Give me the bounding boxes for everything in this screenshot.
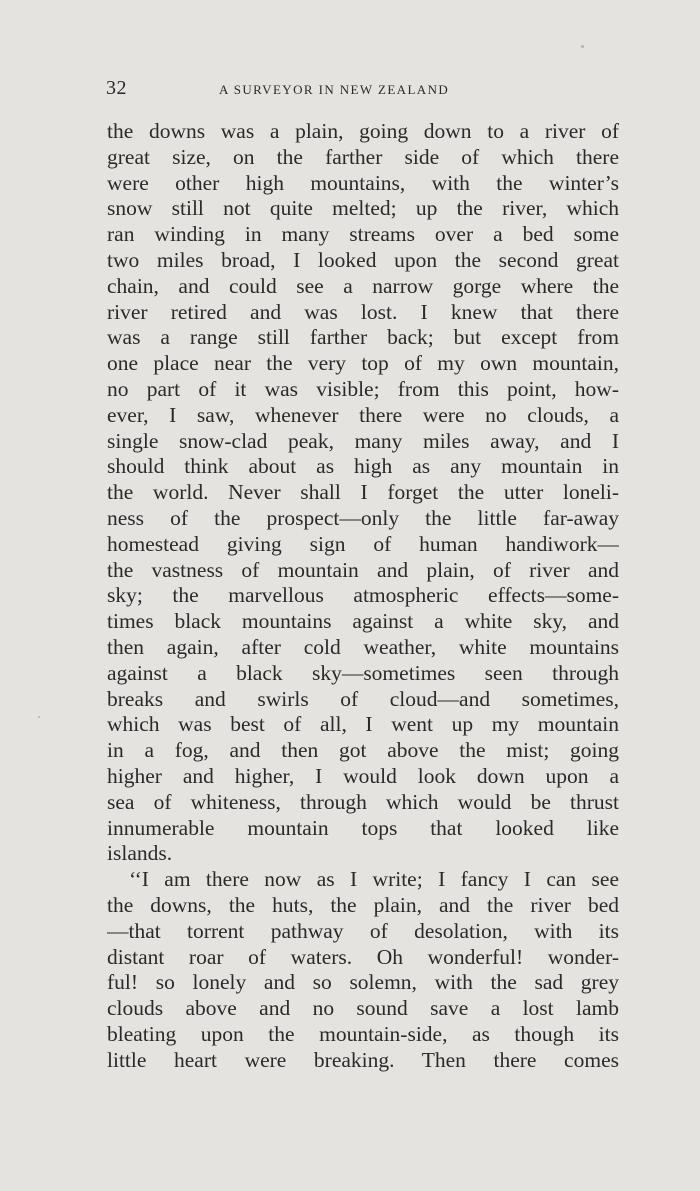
text-line: snow still not quite melted; up the river, which	[107, 196, 619, 221]
text-line: ever, I saw, whenever there were no clouds, a	[107, 402, 619, 427]
text-line: the downs, the huts, the plain, and the river bed	[107, 892, 619, 917]
text-line: innumerable mountain tops that looked like	[107, 815, 619, 840]
text-line: was a range still farther back; but except from	[107, 325, 619, 350]
text-line: breaks and swirls of cloud—and sometimes,	[107, 686, 619, 711]
text-line: bleating upon the mountain-side, as though its	[107, 1021, 619, 1046]
text-line: one place near the very top of my own mountain,	[107, 351, 619, 376]
text-line: —that torrent pathway of desolation, with its	[107, 918, 619, 943]
text-line: no part of it was visible; from this point, how-	[107, 376, 619, 401]
text-line: sky; the marvellous atmospheric effects—some-	[107, 583, 619, 608]
text-line: were other high mountains, with the winter’s	[107, 170, 619, 195]
text-line: then again, after cold weather, white mountains	[107, 634, 619, 659]
text-line: which was best of all, I went up my mountain	[107, 712, 619, 737]
paper-speck	[38, 716, 40, 718]
text-line: times black mountains against a white sky, and	[107, 609, 619, 634]
text-line: the downs was a plain, going down to a river of	[107, 119, 619, 143]
text-line: river retired and was lost. I knew that there	[107, 299, 619, 324]
page-number: 32	[106, 77, 127, 99]
text-line: the vastness of mountain and plain, of river and	[107, 557, 619, 582]
text-line: against a black sky—sometimes seen through	[107, 660, 619, 685]
text-line: ‘‘I am there now as I write; I fancy I can see	[129, 867, 619, 892]
text-line: higher and higher, I would look down upon a	[107, 763, 619, 788]
body-text	[107, 119, 619, 1073]
text-line: two miles broad, I looked upon the second great	[107, 247, 619, 272]
text-line: should think about as high as any mountain in	[107, 454, 619, 479]
text-line: islands.	[107, 841, 173, 866]
text-line: ness of the prospect—only the little far-away	[107, 505, 619, 530]
paper-speck	[581, 45, 584, 48]
running-title: A SURVEYOR IN NEW ZEALAND	[219, 82, 450, 97]
text-line: single snow-clad peak, many miles away, and I	[107, 428, 619, 453]
text-line: sea of whiteness, through which would be thrust	[107, 789, 619, 814]
text-line: clouds above and no sound save a lost lamb	[107, 996, 619, 1021]
text-line: the world. Never shall I forget the utter loneli-	[107, 480, 619, 505]
text-line: homestead giving sign of human handiwork—	[107, 531, 619, 556]
text-line: little heart were breaking. Then there comes	[107, 1047, 619, 1072]
text-line: in a fog, and then got above the mist; going	[107, 738, 619, 763]
text-line: ful! so lonely and so solemn, with the sad grey	[107, 970, 619, 995]
text-line: chain, and could see a narrow gorge where the	[107, 273, 619, 298]
text-line: great size, on the farther side of which there	[107, 144, 619, 169]
running-head	[106, 78, 510, 102]
text-line: ran winding in many streams over a bed some	[107, 222, 619, 247]
text-line: distant roar of waters. Oh wonderful! wonder-	[107, 944, 619, 969]
